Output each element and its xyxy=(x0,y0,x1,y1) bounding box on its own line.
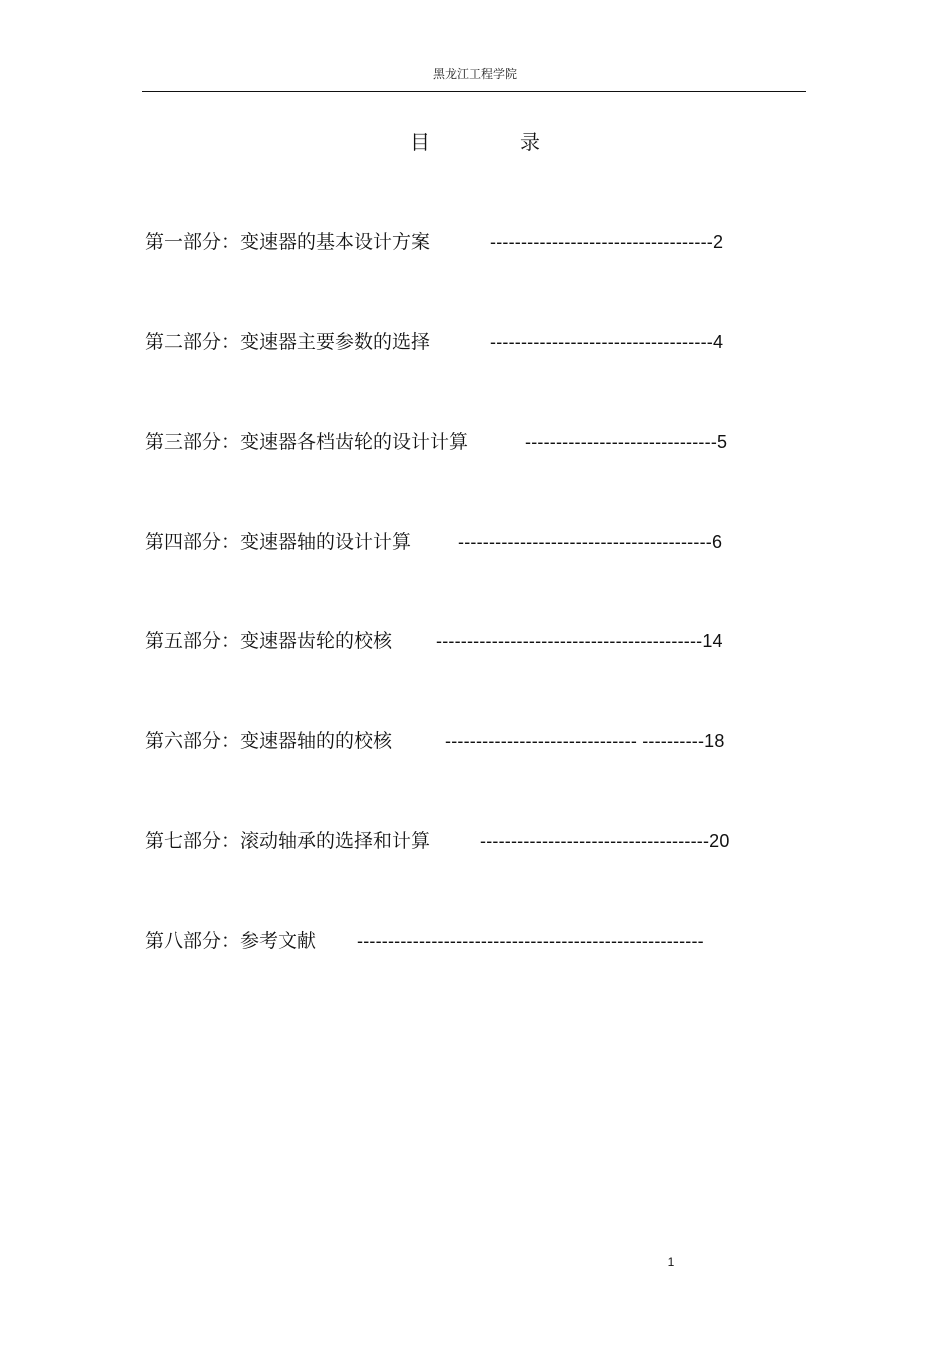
toc-entry-label: 第一部分：变速器的基本设计方案 xyxy=(145,231,431,253)
toc-entry-label: 第二部分：变速器主要参数的选择 xyxy=(145,331,431,353)
toc-entry-label: 第八部分：参考文献 xyxy=(145,930,317,952)
toc-entry-leader: -------------------------------5 xyxy=(525,432,728,452)
page-header: 黑龙江工程学院 xyxy=(432,67,517,81)
toc-entry-leader: -------------------------------------------14 xyxy=(436,631,723,651)
toc-entry-label: 第七部分：滚动轴承的选择和计算 xyxy=(145,830,431,852)
toc-entry-label: 第六部分：变速器轴的的校核 xyxy=(145,730,393,752)
toc-entry-leader: -------------------------------------------------------- xyxy=(357,931,704,951)
toc-entry-label: 第三部分：变速器各档齿轮的设计计算 xyxy=(145,431,469,453)
toc-entry-leader: ------------------------------------2 xyxy=(490,232,724,252)
title-char-1: 目 xyxy=(410,130,430,154)
toc-entry-label: 第四部分：变速器轴的设计计算 xyxy=(145,531,412,553)
title-char-2: 录 xyxy=(520,130,540,154)
page-number: 1 xyxy=(667,1255,675,1269)
toc-entry-leader: -------------------------------------20 xyxy=(480,831,730,851)
toc-entry-leader: ------------------------------- ----------18 xyxy=(445,731,725,751)
toc-entry-label: 第五部分：变速器齿轮的校核 xyxy=(145,630,393,652)
toc-entry-leader: -----------------------------------------6 xyxy=(458,532,723,552)
toc-entry-leader: ------------------------------------4 xyxy=(490,332,724,352)
